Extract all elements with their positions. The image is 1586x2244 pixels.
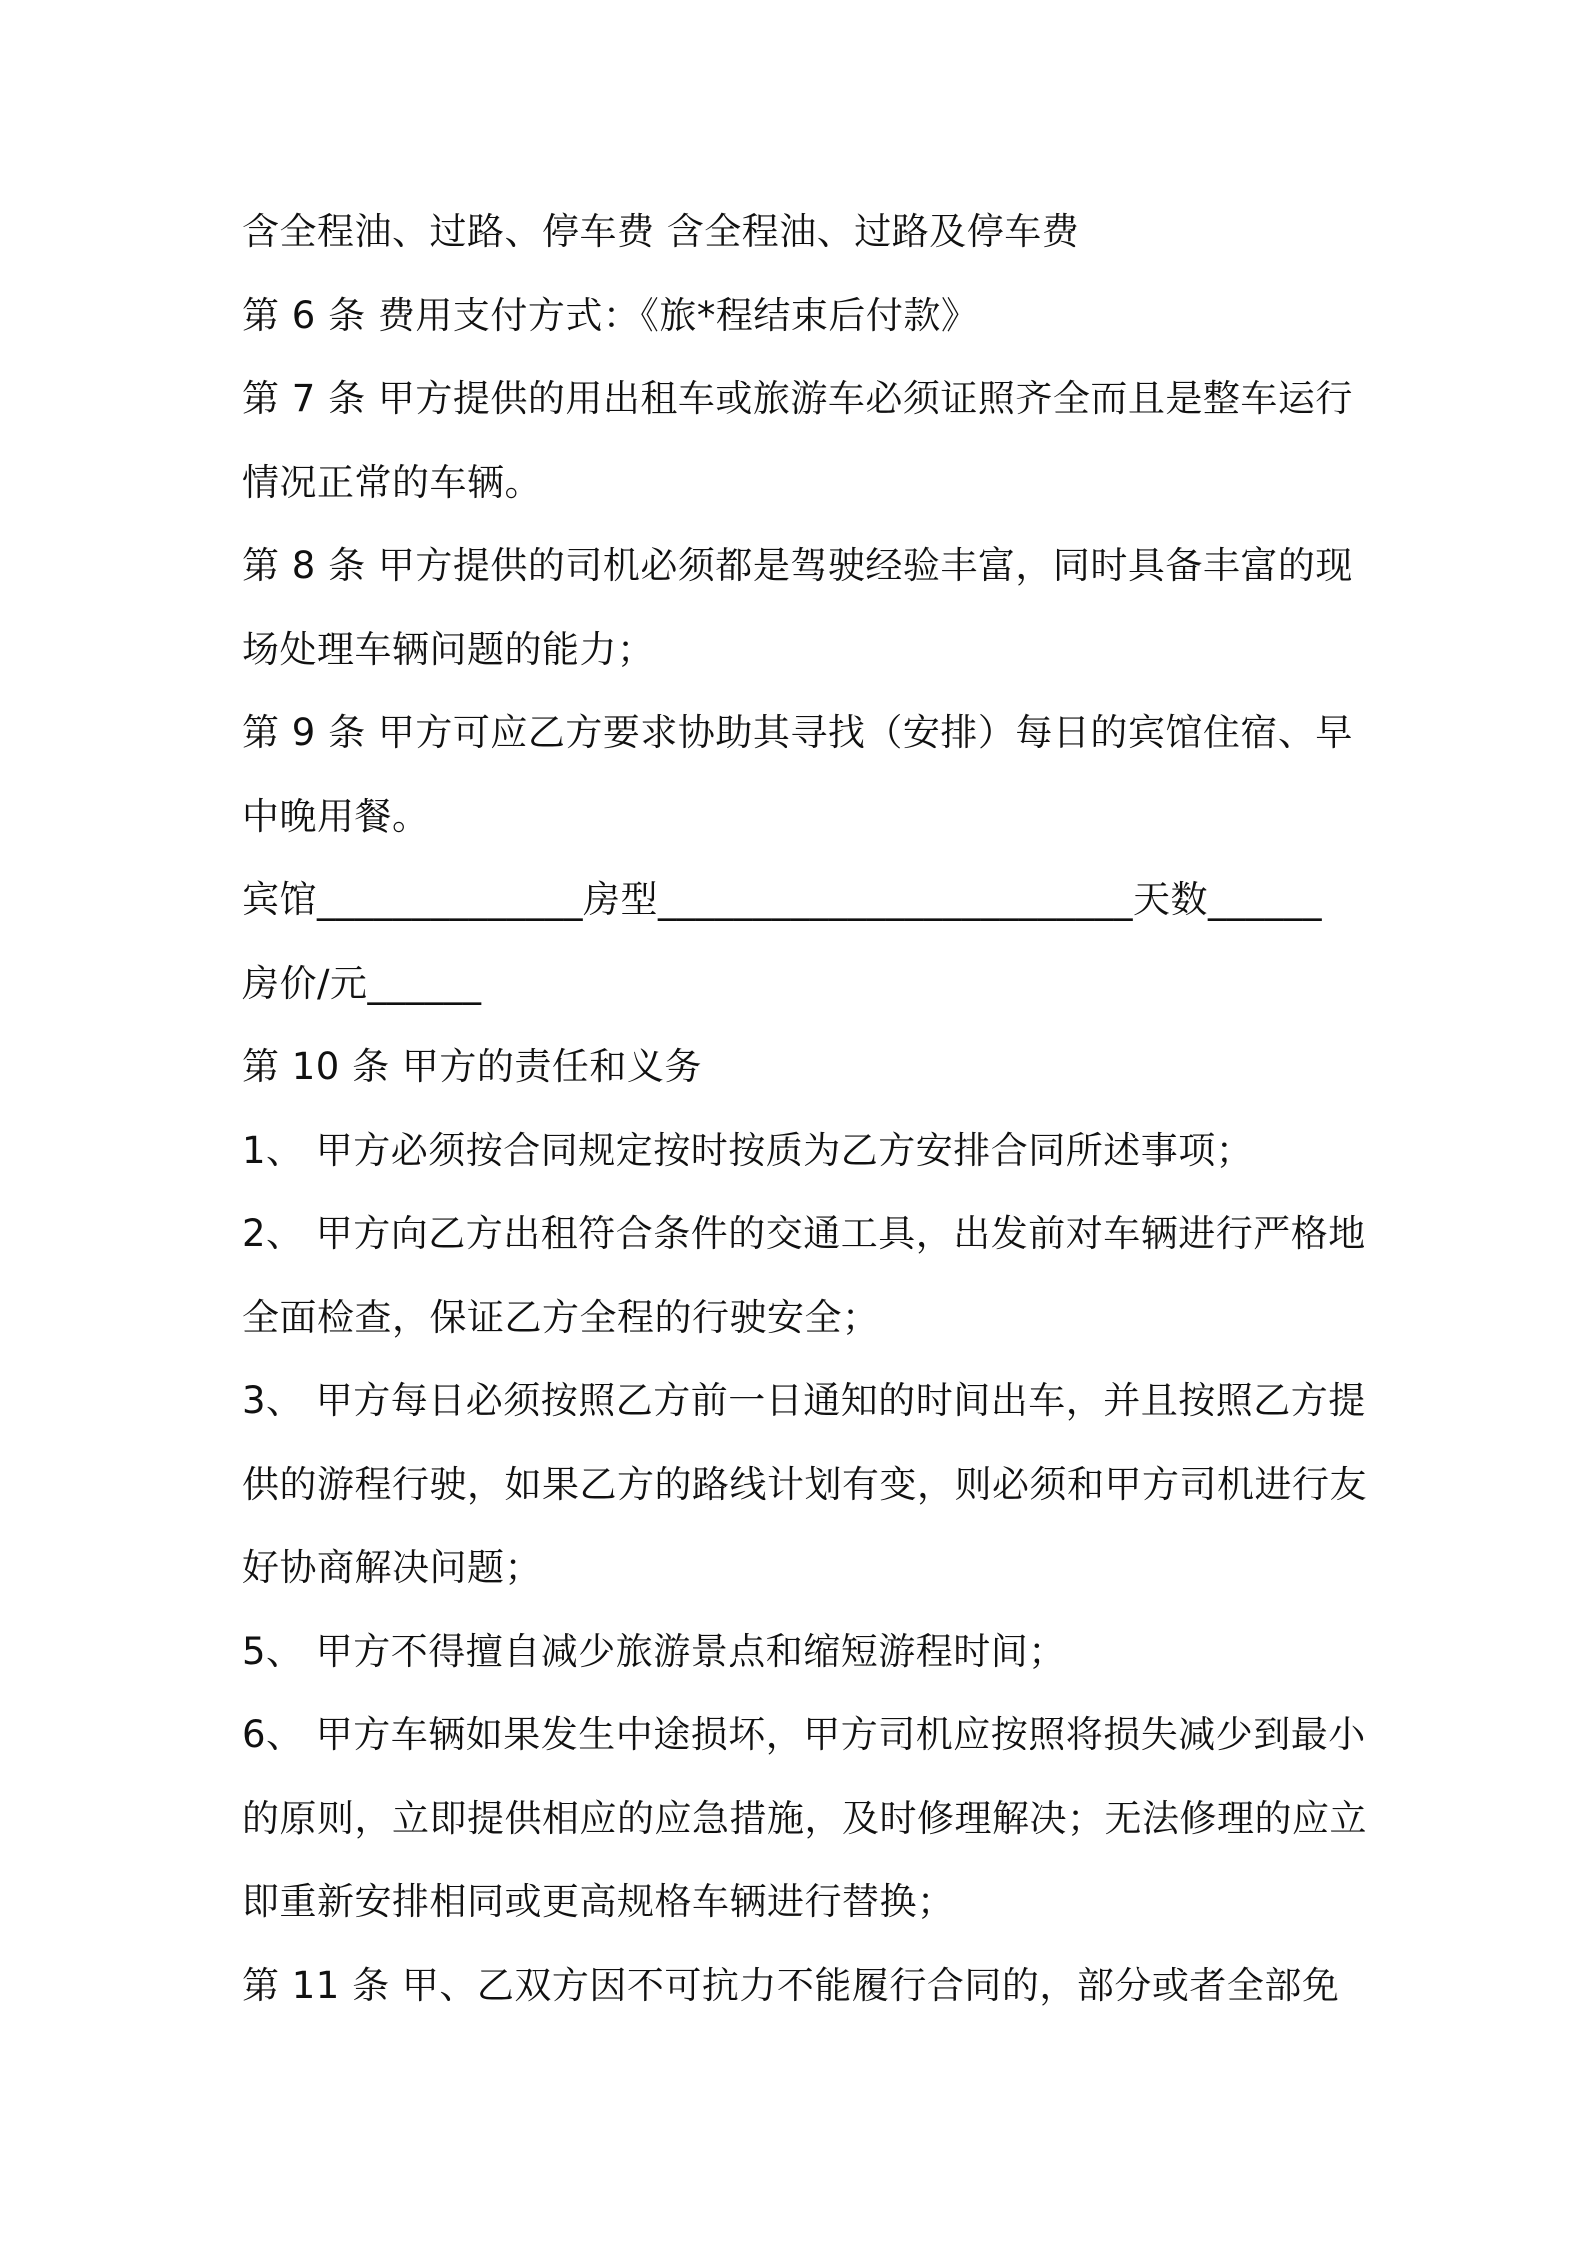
duty-item-3-line-2: 供的游程行驶，如果乙方的路线计划有变，则必须和甲方司机进行友 [242,1462,1367,1506]
article-9-line-1: 第 9 条 甲方可应乙方要求协助其寻找（安排）每日的宾馆住宿、早 [242,711,1353,754]
duty-item-1: 1、 甲方必须按合同规定按时按质为乙方安排合同所述事项； [242,1128,1254,1172]
article-11-line-1: 第 11 条 甲、乙双方因不可抗力不能履行合同的，部分或者全部免 [242,1963,1340,2007]
duty-item-3-line-1: 3、 甲方每日必须按照乙方前一日通知的时间出车，并且按照乙方提 [242,1379,1366,1422]
article-10-heading: 第 10 条 甲方的责任和义务 [242,1045,702,1088]
line-fee-inclusions: 含全程油、过路、停车费 含全程油、过路及停车费 [242,210,1080,253]
duty-item-2-line-2: 全面检查，保证乙方全程的行驶安全； [242,1295,880,1339]
duty-item-6-line-3: 即重新安排相同或更高规格车辆进行替换； [242,1880,955,1923]
duty-item-6-line-2: 的原则，立即提供相应的应急措施，及时修理解决；无法修理的应立 [242,1796,1367,1840]
article-6-payment-method: 第 6 条 费用支付方式：《旅*程结束后付款》 [242,293,979,337]
hotel-fill-in-line: 宾馆______________房型_________________________天数______ [242,878,1322,921]
contract-text [242,190,1367,2027]
article-8-line-1: 第 8 条 甲方提供的司机必须都是驾驶经验丰富，同时具备丰富的现 [242,544,1353,587]
duty-item-5: 5、 甲方不得擅自减少旅游景点和缩短游程时间； [242,1629,1066,1673]
article-7-line-2: 情况正常的车辆。 [242,460,542,504]
duty-item-2-line-1: 2、 甲方向乙方出租符合条件的交通工具，出发前对车辆进行严格地 [242,1212,1366,1255]
room-price-fill-in-line: 房价/元______ [242,961,482,1005]
article-8-line-2: 场处理车辆问题的能力； [242,627,655,671]
article-7-line-1: 第 7 条 甲方提供的用出租车或旅游车必须证照齐全而且是整车运行 [242,377,1353,420]
duty-item-3-line-3: 好协商解决问题； [242,1546,542,1589]
duty-item-6-line-1: 6、 甲方车辆如果发生中途损坏，甲方司机应按照将损失减少到最小 [242,1713,1366,1756]
article-9-line-2: 中晚用餐。 [242,794,430,838]
